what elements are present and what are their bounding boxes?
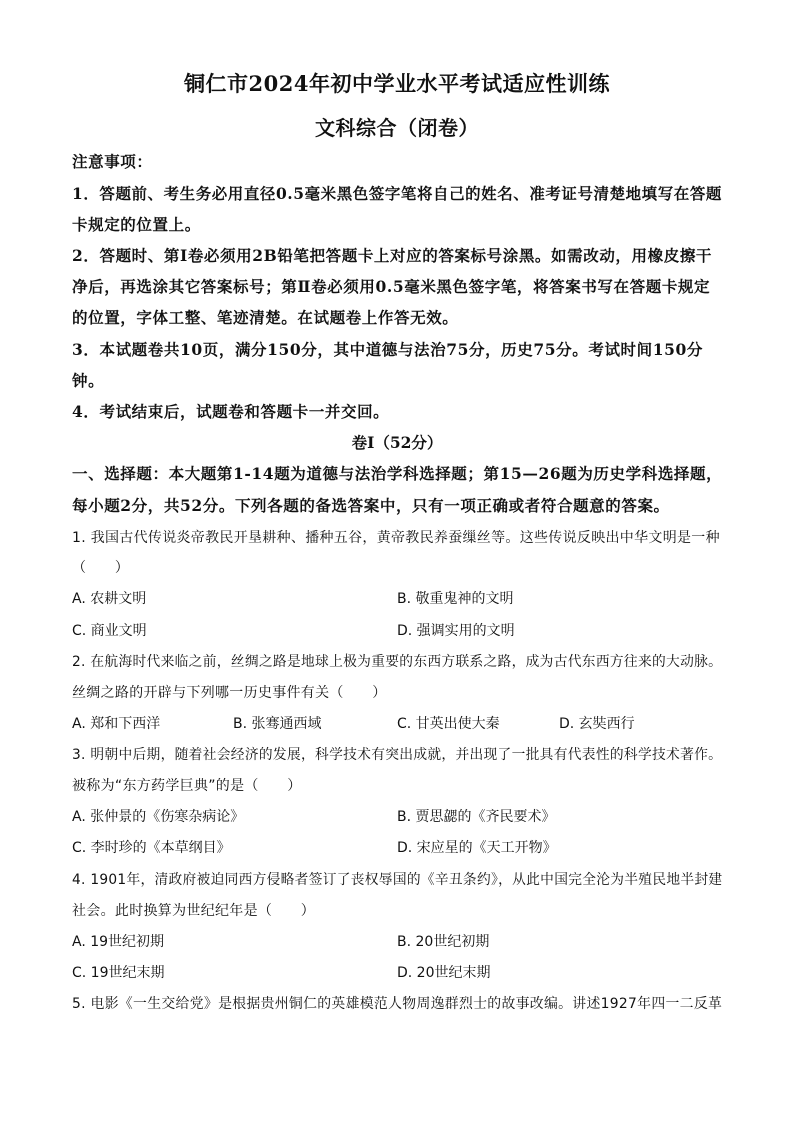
exam-title: 铜仁市2024年初中学业水平考试适应性训练 bbox=[184, 71, 610, 96]
option-a: A. 郑和下西洋 bbox=[72, 716, 161, 732]
option-d: D. 强调实用的文明 bbox=[397, 623, 515, 639]
notice-line: 卡规定的位置上。 bbox=[72, 215, 201, 234]
section-intro: 一、选择题：本大题第1-14题为道德与法治学科选择题；第15—26题为历史学科选择题， bbox=[72, 464, 723, 483]
option-d: D. 玄奘西行 bbox=[559, 716, 635, 732]
exam-subtitle: 文科综合（闭卷） bbox=[315, 116, 479, 140]
question-stem: 社会。此时换算为世纪纪年是（ ） bbox=[72, 903, 316, 919]
option-b: B. 20世纪初期 bbox=[397, 934, 490, 950]
notice-line: 1．答题前、考生务必用直径0.5毫米黑色签字笔将自己的姓名、准考证号清楚地填写在答题 bbox=[72, 184, 722, 203]
option-a: A. 19世纪初期 bbox=[72, 934, 165, 950]
notice-line: 3．本试题卷共10页，满分150分，其中道德与法治75分，历史75分。考试时间150分 bbox=[72, 340, 704, 359]
question-stem: （ ） bbox=[72, 560, 130, 576]
question-stem: 2. 在航海时代来临之前，丝绸之路是地球上极为重要的东西方联系之路，成为古代东西方往来的大动脉。 bbox=[72, 654, 723, 670]
notice-line: 2．答题时、第Ⅰ卷必须用2B铅笔把答题卡上对应的答案标号涂黑。如需改动，用橡皮擦干 bbox=[72, 246, 713, 265]
option-c: C. 19世纪末期 bbox=[72, 965, 165, 981]
option-b: B. 敬重鬼神的文明 bbox=[397, 591, 514, 607]
notice-heading: 注意事项： bbox=[72, 152, 153, 171]
question-stem: 5. 电影《一生交给党》是根据贵州铜仁的英雄模范人物周逸群烈士的故事改编。讲述1927年四一二反革 bbox=[72, 996, 723, 1012]
option-c: C. 商业文明 bbox=[72, 623, 147, 639]
notice-line: 净后，再选涂其它答案标号；第Ⅱ卷必须用0.5毫米黑色签字笔，将答案书写在答题卡规定 bbox=[72, 277, 711, 296]
notice-line: 的位置，字体工整、笔迹清楚。在试题卷上作答无效。 bbox=[72, 308, 459, 327]
question-stem: 1. 我国古代传说炎帝教民开垦耕种、播种五谷，黄帝教民养蚕缫丝等。这些传说反映出中华文明是一种 bbox=[72, 530, 720, 546]
option-c: C. 李时珍的《本草纲目》 bbox=[72, 840, 231, 856]
option-b: B. 贾思勰的《齐民要术》 bbox=[397, 809, 556, 825]
option-d: D. 20世纪末期 bbox=[397, 965, 491, 981]
option-d: D. 宋应星的《天工开物》 bbox=[397, 840, 557, 856]
question-stem: 4. 1901年，清政府被迫同西方侵略者签订了丧权辱国的《辛丑条约》，从此中国完全沦为半殖民地半封建 bbox=[72, 872, 723, 888]
notice-line: 钟。 bbox=[72, 371, 105, 390]
question-stem: 丝绸之路的开辟与下列哪一历史事件有关（ ） bbox=[72, 685, 387, 701]
notice-line: 4．考试结束后，试题卷和答题卡一并交回。 bbox=[72, 402, 390, 421]
section-title: 卷Ⅰ（52分） bbox=[351, 433, 443, 452]
option-a: A. 张仲景的《伤寒杂病论》 bbox=[72, 809, 245, 825]
option-a: A. 农耕文明 bbox=[72, 591, 147, 607]
section-intro: 每小题2分，共52分。下列各题的备选答案中，只有一项正确或者符合题意的答案。 bbox=[72, 496, 670, 515]
option-b: B. 张骞通西域 bbox=[233, 716, 322, 732]
question-stem: 3. 明朝中后期，随着社会经济的发展，科学技术有突出成就，并出现了一批具有代表性的科学技术著作。 bbox=[72, 747, 723, 763]
question-stem: 被称为“东方药学巨典”的是（ ） bbox=[72, 778, 302, 794]
option-c: C. 甘英出使大秦 bbox=[397, 716, 500, 732]
